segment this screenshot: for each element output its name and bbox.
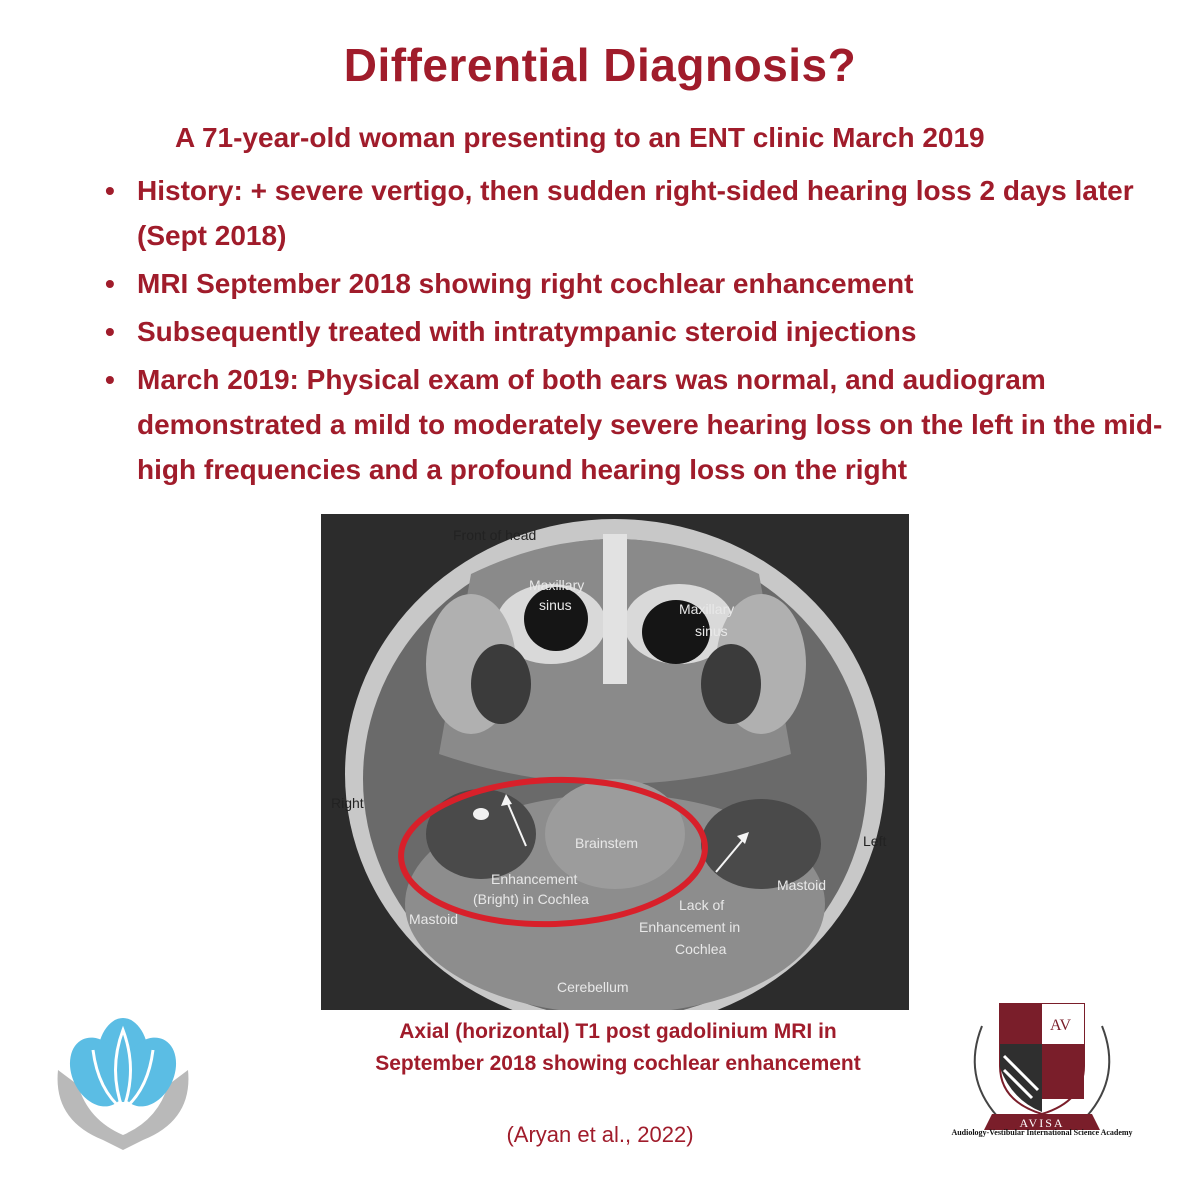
bullet-text: Subsequently treated with intratympanic steroid injections <box>137 316 917 347</box>
citation: (Aryan et al., 2022) <box>506 1122 694 1147</box>
bullet-exam <box>105 357 1175 492</box>
label-maxillary-right-2: sinus <box>695 623 728 639</box>
lotus-hands-logo <box>48 1010 198 1155</box>
bullet-glyph: • <box>105 175 115 206</box>
bullet-history <box>105 168 1175 258</box>
avisa-academy-name: Audiology-Vestibular International Science Academy <box>951 1128 1133 1137</box>
label-brainstem: Brainstem <box>575 835 639 851</box>
label-maxillary-left-1: Maxillary <box>529 577 585 593</box>
label-mastoid-right: Mastoid <box>777 877 827 893</box>
caption-line-1: Axial (horizontal) T1 post gadolinium MRI in <box>399 1020 837 1043</box>
label-left: Left <box>863 833 887 849</box>
label-right: Right <box>331 795 364 811</box>
page-title: Differential Diagnosis? <box>343 39 857 91</box>
avisa-logo <box>942 996 1142 1146</box>
mri-image <box>321 514 909 1010</box>
bullet-glyph: • <box>105 364 115 395</box>
mri-scan-graphic <box>321 514 909 1010</box>
bullet-text: History: + severe vertigo, then sudden right-sided hearing loss 2 days later (Sept 2018) <box>137 175 1134 251</box>
case-bullet-list <box>105 168 1175 495</box>
avisa-badge-text: AV <box>1050 1017 1072 1034</box>
bullet-text: MRI September 2018 showing right cochlear enhancement <box>137 268 914 299</box>
label-lack-3: Cochlea <box>675 941 727 957</box>
label-mastoid-left: Mastoid <box>409 911 459 927</box>
bullet-glyph: • <box>105 316 115 347</box>
figure-caption <box>320 1016 916 1080</box>
label-lack-2: Enhancement in <box>639 919 741 935</box>
label-enhancement-2: (Bright) in Cochlea <box>473 891 589 907</box>
label-cerebellum: Cerebellum <box>557 979 629 995</box>
case-subtitle: A 71-year-old woman presenting to an ENT clinic March 2019 <box>175 122 985 153</box>
label-enhancement-1: Enhancement <box>491 871 578 887</box>
label-front-of-head: Front of head <box>453 527 537 543</box>
bullet-text: March 2019: Physical exam of both ears was normal, and audiogram demonstrated a mild to moderately severe hearing loss on the left in the mid-high frequencies and a profound hearing loss on the right <box>137 364 1163 485</box>
bullet-mri <box>105 261 1175 306</box>
bullet-glyph: • <box>105 268 115 299</box>
avisa-banner-text: AVISA <box>1019 1116 1065 1130</box>
label-maxillary-right-1: Maxillary <box>679 601 735 617</box>
label-lack-1: Lack of <box>679 897 725 913</box>
label-maxillary-left-2: sinus <box>539 597 572 613</box>
caption-line-2: September 2018 showing cochlear enhancement <box>375 1052 861 1075</box>
bullet-treatment <box>105 309 1175 354</box>
